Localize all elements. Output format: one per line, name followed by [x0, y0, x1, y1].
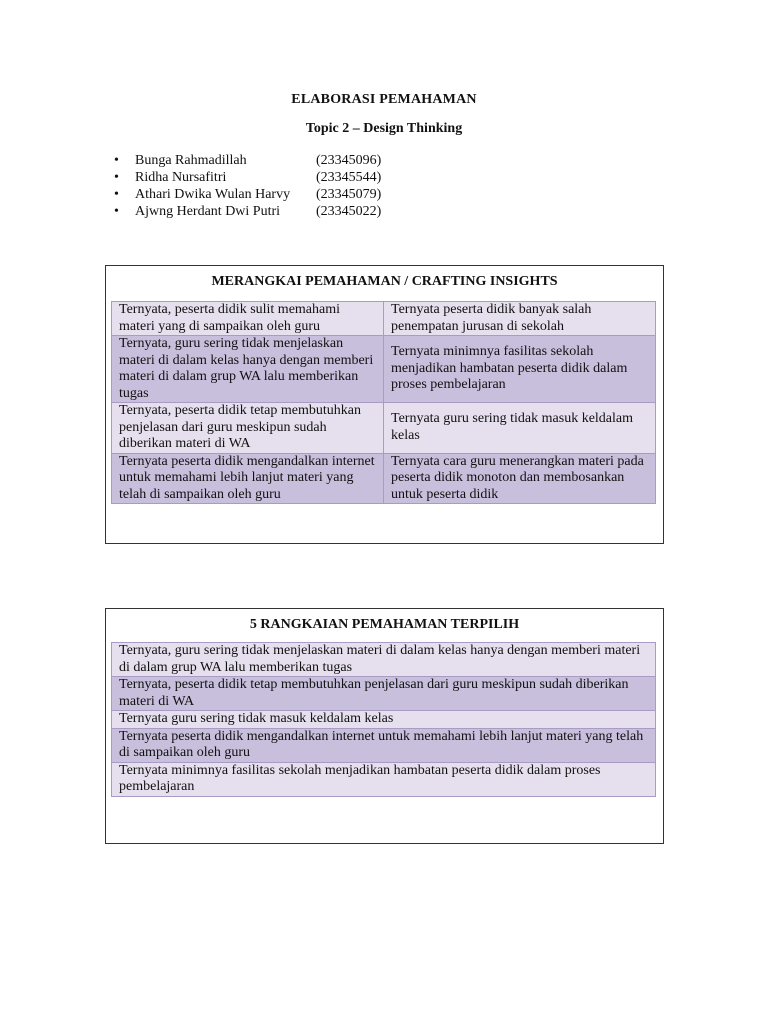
member-name: Bunga Rahmadillah: [135, 153, 247, 168]
table-cell: Ternyata peserta didik mengandalkan internet untuk memahami lebih lanjut materi yang telah di sampaikan oleh guru: [112, 453, 384, 504]
document-subtitle: Topic 2 – Design Thinking: [305, 121, 463, 136]
table-cell: Ternyata, peserta didik sulit memahami materi yang di sampaikan oleh guru: [112, 302, 384, 336]
member-id: (23345544): [316, 170, 382, 185]
bullet-icon: •: [114, 170, 119, 185]
member-item: [114, 152, 434, 169]
selected-table: [111, 642, 656, 797]
table-row: [112, 302, 656, 336]
insights-box: [105, 265, 664, 544]
table-row: [112, 728, 656, 762]
bullet-icon: •: [114, 204, 119, 219]
table-row: [112, 453, 656, 504]
selected-title: 5 RANGKAIAN PEMAHAMAN TERPILIH: [249, 617, 520, 632]
table-cell: Ternyata, guru sering tidak menjelaskan materi di dalam kelas hanya dengan memberi materi di dalam grup WA lalu memberikan tugas: [112, 643, 656, 677]
member-name: Athari Dwika Wulan Harvy: [135, 187, 291, 202]
table-cell: Ternyata, peserta didik tetap membutuhkan penjelasan dari guru meskipun sudah diberikan materi di WA: [112, 677, 656, 711]
member-item: [114, 203, 434, 220]
table-row: [112, 403, 656, 454]
table-row: [112, 711, 656, 729]
member-list: [114, 152, 434, 220]
bullet-icon: •: [114, 153, 119, 168]
table-cell: Ternyata guru sering tidak masuk keldalam kelas: [112, 711, 656, 729]
insights-table: [111, 301, 656, 504]
document-title: ELABORASI PEMAHAMAN: [291, 92, 477, 107]
table-cell: Ternyata peserta didik banyak salah penempatan jurusan di sekolah: [384, 302, 656, 336]
table-cell: Ternyata cara guru menerangkan materi pada peserta didik monoton dan membosankan untuk peserta didik: [384, 453, 656, 504]
table-row: [112, 643, 656, 677]
member-name: Ridha Nursafitri: [135, 170, 227, 185]
table-cell: Ternyata peserta didik mengandalkan internet untuk memahami lebih lanjut materi yang telah di sampaikan oleh guru: [112, 728, 656, 762]
selected-insights-box: [105, 608, 664, 844]
bullet-icon: •: [114, 187, 119, 202]
member-id: (23345022): [316, 204, 382, 219]
table-cell: Ternyata minimnya fasilitas sekolah menjadikan hambatan peserta didik dalam proses pembelajaran: [384, 336, 656, 403]
member-id: (23345096): [316, 153, 382, 168]
insights-title: MERANGKAI PEMAHAMAN / CRAFTING INSIGHTS: [211, 274, 558, 289]
table-cell: Ternyata, peserta didik tetap membutuhkan penjelasan dari guru meskipun sudah diberikan materi di WA: [112, 403, 384, 454]
table-cell: Ternyata guru sering tidak masuk keldalam kelas: [384, 403, 656, 454]
member-id: (23345079): [316, 187, 382, 202]
table-row: [112, 677, 656, 711]
table-cell: Ternyata minimnya fasilitas sekolah menjadikan hambatan peserta didik dalam proses pembelajaran: [112, 762, 656, 796]
table-row: [112, 336, 656, 403]
member-name: Ajwng Herdant Dwi Putri: [135, 204, 281, 219]
member-item: [114, 169, 434, 186]
table-row: [112, 762, 656, 796]
table-cell: Ternyata, guru sering tidak menjelaskan materi di dalam kelas hanya dengan memberi materi di dalam grup WA lalu memberikan tugas: [112, 336, 384, 403]
member-item: [114, 186, 434, 203]
